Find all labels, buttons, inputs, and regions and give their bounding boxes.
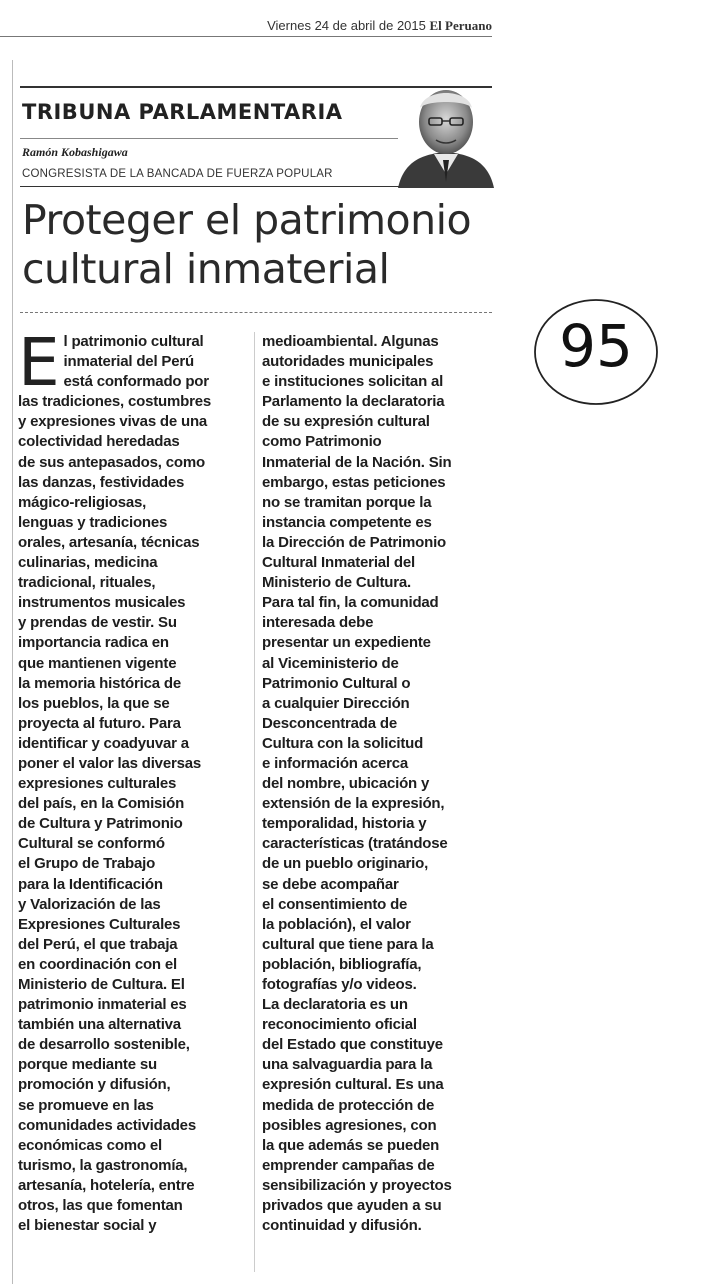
- title-dotted-rule: [20, 312, 492, 313]
- article-text-line: que mantienen vigente: [18, 654, 177, 672]
- article-text-line: población, bibliografía,: [262, 955, 422, 973]
- article-text-line: y expresiones vivas de una: [18, 413, 208, 431]
- article-text-line: sensibilización y proyectos: [262, 1176, 452, 1194]
- article-text-line: orales, artesanía, técnicas: [18, 533, 200, 551]
- article-text-line: La declaratoria es un: [262, 996, 408, 1014]
- article-text-line: y Valorización de las: [18, 895, 161, 913]
- article-text-line: artesanía, hotelería, entre: [18, 1176, 195, 1194]
- author-portrait: [396, 78, 496, 188]
- issue-date: Viernes 24 de abril de 2015: [267, 18, 426, 33]
- article-text-line: poner el valor las diversas: [18, 754, 202, 772]
- article-text-line: l patrimonio cultural: [63, 333, 204, 350]
- article-text-line: medioambiental. Algunas: [262, 333, 439, 350]
- article-text-line: está conformado por: [63, 373, 209, 391]
- article-text-line: e información acerca: [262, 754, 409, 772]
- article-text-line: presentar un expediente: [262, 634, 431, 652]
- article-text-line: Inmaterial de la Nación. Sin: [262, 453, 452, 471]
- article-text-line: patrimonio inmaterial es: [18, 996, 187, 1014]
- article-text-line: Cultural Inmaterial del: [262, 554, 415, 572]
- article-text-line: y prendas de vestir. Su: [18, 614, 177, 632]
- article-text-line: identificar y coadyuvar a: [18, 734, 189, 752]
- newspaper-brand: El Peruano: [429, 18, 492, 33]
- article-text-line: Ministerio de Cultura. El: [18, 976, 185, 993]
- article-text-line: embargo, estas peticiones: [262, 473, 446, 491]
- article-text-line: lenguas y tradiciones: [18, 513, 168, 531]
- article-text-line: proyecta al futuro. Para: [18, 714, 181, 732]
- article-text-line: tradicional, rituales,: [18, 574, 156, 592]
- article-text-line: medida de protección de: [262, 1096, 435, 1114]
- article-text-line: de sus antepasados, como: [18, 453, 205, 471]
- section-heading: TRIBUNA PARLAMENTARIA: [22, 100, 343, 124]
- article-text-line: características (tratándose: [262, 835, 448, 853]
- article-text-line: del Estado que constituye: [262, 1036, 443, 1054]
- article-text-line: interesada debe: [262, 614, 374, 632]
- article-text-line: para la Identificación: [18, 875, 163, 893]
- header-rule: [0, 36, 492, 37]
- article-title-line: Proteger el patrimonio: [22, 196, 472, 244]
- article-title-line: cultural inmaterial: [22, 245, 390, 293]
- article-text-line: emprender campañas de: [262, 1156, 435, 1174]
- article-text-line: comunidades actividades: [18, 1116, 196, 1134]
- article-text-line: turismo, la gastronomía,: [18, 1156, 188, 1174]
- article-text-line: expresiones culturales: [18, 775, 177, 793]
- article-text-line: el bienestar social y: [18, 1217, 157, 1235]
- article-text-line: cultural que tiene para la: [262, 935, 434, 953]
- article-text-line: de Cultura y Patrimonio: [18, 815, 183, 833]
- article-text-line: Expresiones Culturales: [18, 915, 181, 933]
- article-text-line: se promueve en las: [18, 1096, 154, 1114]
- article-text-line: económicas como el: [18, 1136, 162, 1154]
- article-text-line: Para tal fin, la comunidad: [262, 594, 439, 612]
- article-text-line: continuidad y difusión.: [262, 1217, 422, 1235]
- article-text-line: autoridades municipales: [262, 353, 434, 371]
- article-text-line: una salvaguardia para la: [262, 1056, 433, 1074]
- article-text-line: la que además se pueden: [262, 1136, 440, 1154]
- article-text-line: inmaterial del Perú: [63, 353, 194, 371]
- article-text-line: los pueblos, la que se: [18, 694, 170, 712]
- article-text-line: reconocimiento oficial: [262, 1016, 417, 1034]
- article-text-line: temporalidad, historia y: [262, 815, 427, 833]
- article-text-line: al Viceministerio de: [262, 654, 399, 672]
- article-text-line: colectividad heredadas: [18, 433, 180, 451]
- article-text-line: también una alternativa: [18, 1016, 181, 1034]
- drop-cap: E: [18, 324, 60, 401]
- article-text-line: Ministerio de Cultura.: [262, 574, 411, 592]
- article-text-line: Cultura con la solicitud: [262, 734, 424, 752]
- page-margin-rule: [12, 60, 13, 1284]
- article-text-line: fotografías y/o videos.: [262, 976, 417, 993]
- article-text-line: a cualquier Dirección: [262, 694, 410, 712]
- article-text-line: instancia competente es: [262, 513, 432, 531]
- article-text-line: Patrimonio Cultural o: [262, 674, 411, 692]
- article-text-line: importancia radica en: [18, 634, 169, 652]
- author-role: CONGRESISTA DE LA BANCADA DE FUERZA POPULAR: [22, 168, 333, 180]
- article-text-line: se debe acompañar: [262, 875, 399, 893]
- article-title: [22, 196, 492, 294]
- article-text-line: la memoria histórica de: [18, 674, 181, 692]
- article-text-line: mágico-religiosas,: [18, 493, 147, 511]
- article-text-line: culinarias, medicina: [18, 554, 158, 572]
- author-rule: [20, 138, 398, 139]
- article-text-line: promoción y difusión,: [18, 1076, 171, 1094]
- article-text-line: extensión de la expresión,: [262, 795, 445, 813]
- article-text-line: en coordinación con el: [18, 955, 177, 973]
- article-text-line: como Patrimonio: [262, 433, 382, 451]
- article-text-line: privados que ayuden a su: [262, 1197, 442, 1215]
- article-text-line: la Dirección de Patrimonio: [262, 533, 447, 551]
- page-dateline: [160, 18, 492, 34]
- article-text-line: el consentimiento de: [262, 895, 408, 913]
- article-text-line: la población), el valor: [262, 915, 411, 933]
- author-name: Ramón Kobashigawa: [22, 145, 128, 159]
- column-separator: [254, 332, 255, 1272]
- article-column-right: [262, 332, 502, 1236]
- article-text-line: e instituciones solicitan al: [262, 373, 444, 391]
- article-text-line: expresión cultural. Es una: [262, 1076, 444, 1094]
- article-text-line: de un pueblo originario,: [262, 855, 429, 873]
- article-text-line: del nombre, ubicación y: [262, 775, 430, 793]
- article-text-line: porque mediante su: [18, 1056, 157, 1074]
- article-text-line: las tradiciones, costumbres: [18, 393, 212, 411]
- handwritten-page-number: 95: [559, 312, 633, 380]
- article-text-line: no se tramitan porque la: [262, 493, 432, 511]
- article-text-line: Cultural se conformó: [18, 835, 165, 853]
- article-text-line: instrumentos musicales: [18, 594, 186, 612]
- article-text-line: Parlamento la declaratoria: [262, 393, 445, 411]
- article-text-line: del Perú, el que trabaja: [18, 935, 178, 953]
- article-text-line: posibles agresiones, con: [262, 1116, 437, 1134]
- article-text-line: de desarrollo sostenible,: [18, 1036, 190, 1054]
- article-text-line: el Grupo de Trabajo: [18, 855, 156, 873]
- article-text-line: de su expresión cultural: [262, 413, 430, 431]
- article-text-line: Desconcentrada de: [262, 714, 397, 732]
- article-text-line: otros, las que fomentan: [18, 1197, 183, 1215]
- article-text-line: del país, en la Comisión: [18, 795, 185, 813]
- article-column-left: [18, 324, 250, 1236]
- article-text-line: las danzas, festividades: [18, 473, 185, 491]
